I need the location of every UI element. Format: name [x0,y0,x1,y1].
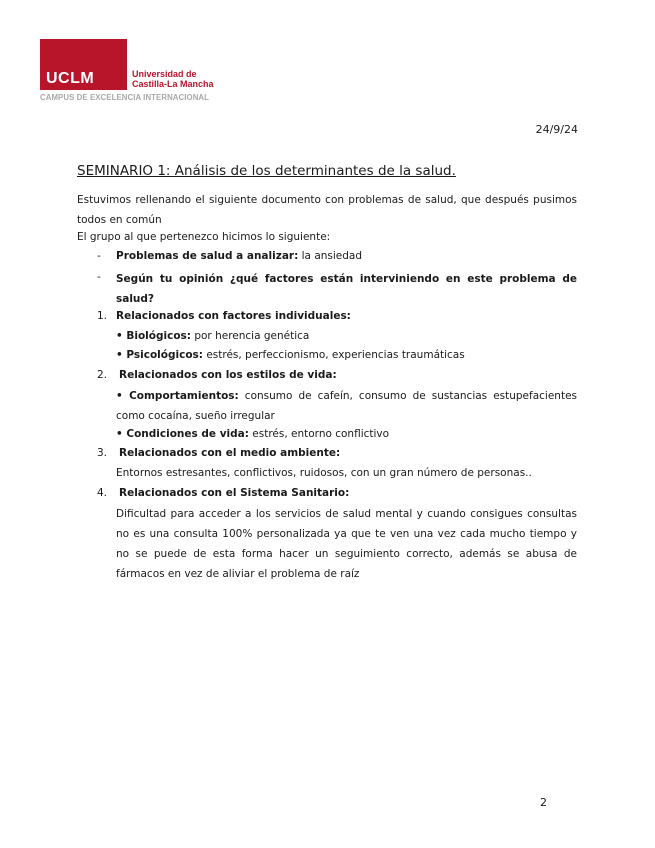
dash-item-problem [116,250,362,262]
section-heading: Relacionados con factores individuales: [116,310,351,322]
logo-campus: CAMPUS DE EXCELENCIA INTERNACIONAL [40,93,210,102]
bullet-value: estrés, perfeccionismo, experiencias traumáticas [202,349,465,361]
logo-university-name [132,69,214,89]
section-number: 1. [97,310,108,322]
section-number: 2. [97,369,108,381]
section-heading: Relacionados con el medio ambiente: [119,447,341,459]
section-heading: Relacionados con el Sistema Sanitario: [119,487,350,499]
document-date: 24/9/24 [535,123,578,136]
bullet-value: estrés, entorno conflictivo [248,428,390,440]
section-number: 3. [97,447,108,459]
bullet-label: • Comportamientos: [116,390,239,402]
dash-item-question: Según tu opinión ¿qué factores están interviniendo en este problema de salud? [116,273,577,305]
bullet-label: • Biológicos: [116,330,191,342]
section-text: Entornos estresantes, conflictivos, ruidosos, con un gran número de personas.. [116,467,532,479]
bullet-label: • Psicológicos: [116,349,203,361]
dash-bullet: - [97,271,101,283]
intro-paragraph: Estuvimos rellenando el siguiente documento con problemas de salud, que después pusimos todos en común [77,194,577,226]
dash-item-label: Problemas de salud a analizar: [116,250,299,262]
page-number: 2 [540,796,547,809]
dash-item-value: la ansiedad [298,250,363,262]
logo-university-line1: Universidad de [132,69,197,79]
logo-red-box [40,39,127,90]
bullet-label: • Condiciones de vida: [116,428,249,440]
logo-mark: UCLM [46,70,95,87]
bullet-condiciones [116,428,389,440]
section-number: 4. [97,487,108,499]
bullet-comportamientos [116,386,577,426]
bullet-value: consumo de cafeín, consumo de sustancias estupefacientes como cocaína, sueño irregular [116,390,577,422]
dash-bullet: - [97,250,101,262]
logo-university-line2: Castilla-La Mancha [132,79,214,89]
bullet-psicologicos [116,349,465,361]
group-sentence: El grupo al que pertenezco hicimos lo siguiente: [77,231,331,243]
document-title: SEMINARIO 1: Análisis de los determinantes de la salud. [77,163,456,179]
uclm-logo [40,39,221,103]
section-text: Dificultad para acceder a los servicios de salud mental y cuando consigues consultas no es una consulta 100% personalizada ya que te ven una vez cada mucho tiempo y no se puede de esta forma hacer un seguimiento correcto, además se abusa de fármacos en vez de aliviar el problema de raíz [116,508,577,580]
bullet-biologicos [116,330,309,342]
section-heading: Relacionados con los estilos de vida: [119,369,337,381]
bullet-value: por herencia genética [191,330,310,342]
